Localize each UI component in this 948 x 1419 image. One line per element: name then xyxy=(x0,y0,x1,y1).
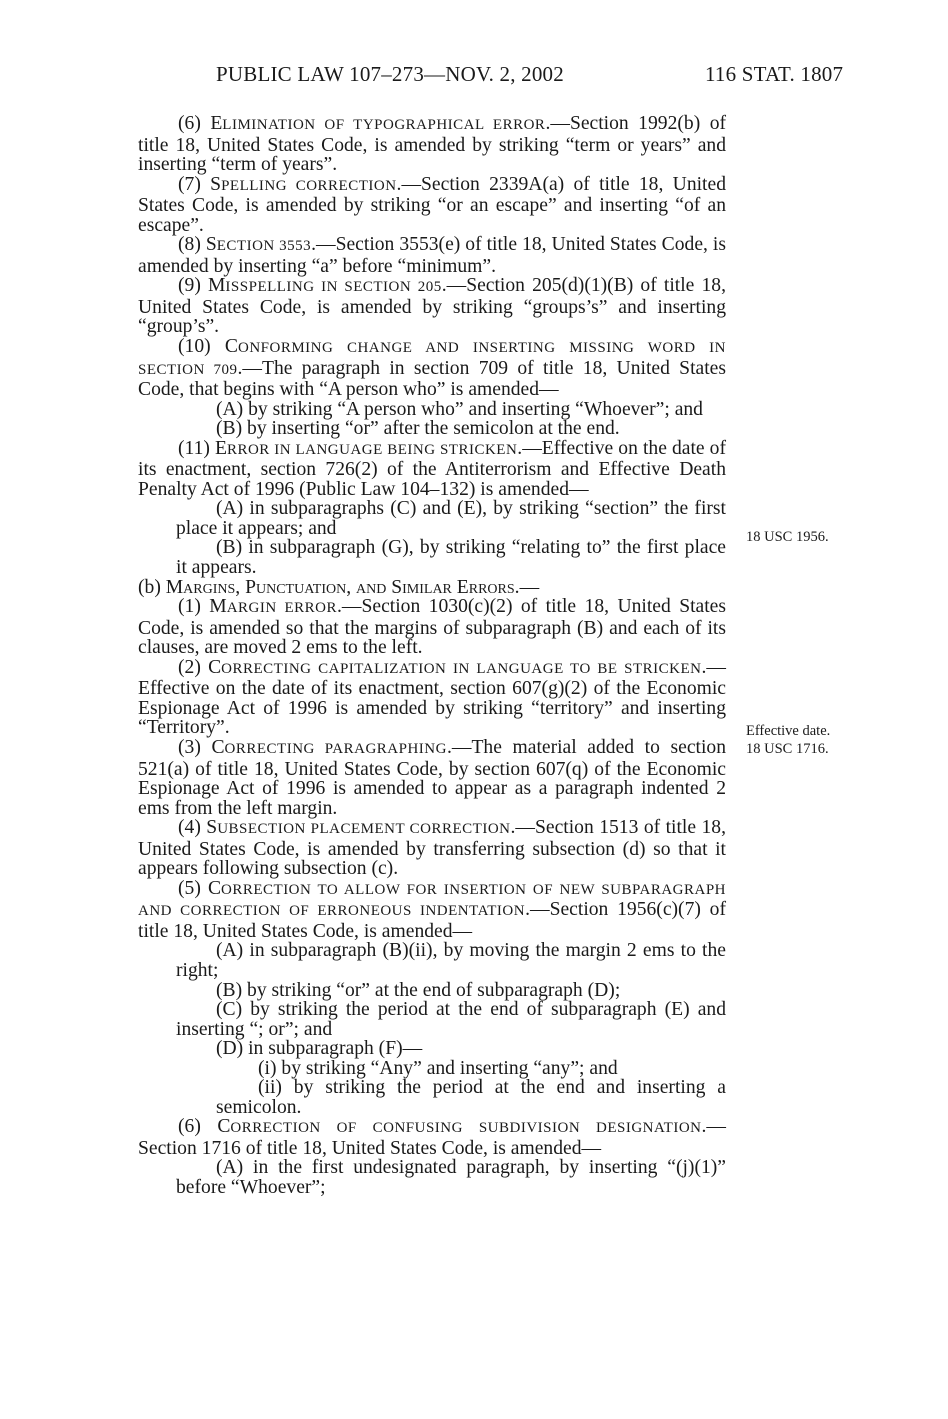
paragraph-a7: (7) SPELLING CORRECTION.—Section 2339A(a) of title 18, United States Code, is amended by striking “or an escape” and inserting “of an escape”. xyxy=(138,173,726,236)
paragraph-a9: (9) MISSPELLING IN SECTION 205.—Section 205(d)(1)(B) of title 18, United States Code, is amended by striking “groups’s” and inserting “group’s”. xyxy=(138,275,726,338)
header-title: PUBLIC LAW 107–273—NOV. 2, 2002 xyxy=(216,62,564,86)
paragraph-b3: (3) CORRECTING PARAGRAPHING.—The material added to section 521(a) of title 18, United States Code, by section 607(q) of the Economic Espionage Act of 1996 is amended to appear as a paragraph indented 2 ems from the left margin. xyxy=(138,736,726,819)
paragraph-a8: (8) SECTION 3553.—Section 3553(e) of title 18, United States Code, is amended by inserting “a” before “minimum”. xyxy=(138,234,726,277)
paragraph-b5: (5) CORRECTION TO ALLOW FOR INSERTION OF NEW SUBPARAGRAPH AND CORRECTION OF ERRONEOUS INDENTATION.—Section 1956(c)(7) of title 18, United States Code, is amended— xyxy=(138,877,726,942)
subparagraph-a10-A: (A) by striking “A person who” and inserting “Whoever”; and xyxy=(216,398,703,420)
page-header xyxy=(0,62,948,94)
margin-note-18usc1956: 18 USC 1956. xyxy=(746,529,829,545)
subsection-b-heading: (b) Margins, Punctuation, and Similar Errors.— xyxy=(138,576,540,598)
subparagraph-b5-C: (C) by striking the period at the end of subparagraph (E) and inserting “; or”; and xyxy=(176,999,726,1040)
subparagraph-b6-A: (A) in the first undesignated paragraph, by inserting “(j)(1)” before “Whoever”; xyxy=(176,1157,726,1198)
subparagraph-b5-D: (D) in subparagraph (F)— xyxy=(216,1038,423,1060)
paragraph-b6: (6) CORRECTION OF CONFUSING SUBDIVISION DESIGNATION.—Section 1716 of title 18, United States Code, is amended— xyxy=(138,1116,726,1159)
header-page-ref: 116 STAT. 1807 xyxy=(705,62,844,86)
paragraph-a6: (6) ELIMINATION OF TYPOGRAPHICAL ERROR.—Section 1992(b) of title 18, United States Code, is amended by striking “term or years” and inserting “term of years”. xyxy=(138,113,727,176)
clause-b5-D-i: (i) by striking “Any” and inserting “any”; and xyxy=(258,1057,618,1079)
clause-b5-D-ii: (ii) by striking the period at the end and inserting a semicolon. xyxy=(216,1077,726,1118)
subparagraph-a10-B: (B) by inserting “or” after the semicolon at the end. xyxy=(216,418,620,440)
margin-note-18usc1716: 18 USC 1716. xyxy=(746,741,829,757)
paragraph-a11: (11) ERROR IN LANGUAGE BEING STRICKEN.—Effective on the date of its enactment, section 726(2) of the Antiterrorism and Effective Death Penalty Act of 1996 (Public Law 104–132) is amended— xyxy=(138,437,726,500)
document-body xyxy=(138,114,726,1198)
paragraph-b1: (1) MARGIN ERROR.—Section 1030(c)(2) of title 18, United States Code, is amended so that the margins of subparagraph (B) and each of its clauses, are moved 2 ems to the left. xyxy=(138,596,726,659)
margin-note-effective-date: Effective date. xyxy=(746,723,831,739)
paragraph-a10: (10) CONFORMING CHANGE AND INSERTING MISSING WORD IN SECTION 709.—The paragraph in section 709 of title 18, United States Code, that begins with “A person who” is amended— xyxy=(138,336,726,401)
paragraph-b2: (2) CORRECTING CAPITALIZATION IN LANGUAGE TO BE STRICKEN.—Effective on the date of its enactment, section 607(g)(2) of the Economic Espionage Act of 1996 is amended by striking “territory” and inserting “Territory”. xyxy=(138,656,726,739)
subparagraph-b5-A: (A) in subparagraph (B)(ii), by moving the margin 2 ems to the right; xyxy=(176,940,726,981)
subparagraph-a11-B: (B) in subparagraph (G), by striking “relating to” the first place it appears. xyxy=(176,537,726,579)
subparagraph-a11-A: (A) in subparagraphs (C) and (E), by striking “section” the first place it appears; and xyxy=(176,498,726,539)
subparagraph-b5-B: (B) by striking “or” at the end of subparagraph (D); xyxy=(216,979,621,1001)
paragraph-b4: (4) SUBSECTION PLACEMENT CORRECTION.—Section 1513 of title 18, United States Code, is amended by transferring subsection (d) so that it appears following subsection (c). xyxy=(138,817,726,880)
